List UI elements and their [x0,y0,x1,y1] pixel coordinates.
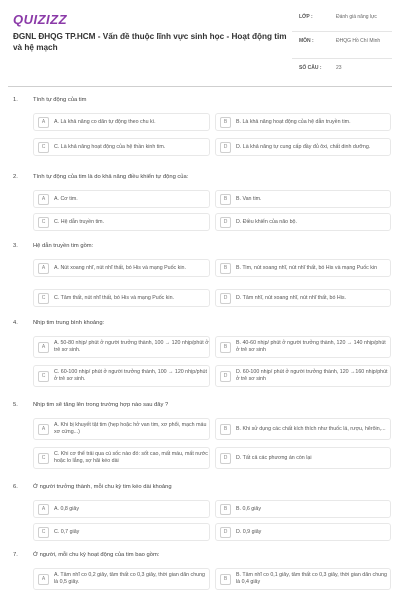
option-text: B. 40-60 nhịp/ phút ở người trưởng thành, 120 → 140 nhịp/phút ở trẻ sơ sinh [236,340,386,353]
meta-subject-value: ĐHQG Hồ Chí Minh [336,38,381,44]
option-a[interactable] [33,259,210,277]
meta-table [292,8,392,79]
meta-subject-label: MÔN : [299,38,314,44]
option-letter-badge: B [220,194,231,205]
option-b[interactable] [215,418,391,440]
option-text: B. Là khả năng hoạt động của hệ dẫn truyền tim. [236,118,351,125]
page-title: ĐGNL ĐHQG TP.HCM - Vấn đề thuộc lĩnh vực sinh học - Hoạt động tim và hệ mạch [13,32,287,52]
option-text: C. Tâm thất, nút nhĩ thất, bó His và mạng Puốc kin. [54,294,175,301]
option-c[interactable] [33,447,210,469]
option-d[interactable] [215,365,391,387]
option-d[interactable] [215,523,391,541]
question-number: 4. [13,320,18,326]
meta-row-count [292,59,392,79]
question-text: Hệ dẫn truyền tim gồm: [33,243,94,249]
option-a[interactable] [33,568,210,590]
option-text: B. Van tim. [236,195,262,202]
option-text: D. 60-100 nhịp/ phút ở người trưởng thành, 120 →160 nhịp/phút ở trẻ sơ sinh [236,369,388,382]
option-letter-badge: C [38,293,49,304]
option-text: D. Là khả năng tự cung cấp đầy đủ ôxi, chất dinh dưỡng. [236,143,371,150]
question-text: Nhịp tim sẽ tăng lên trong trường hợp nào sau đây ? [33,402,169,408]
option-b[interactable] [215,568,391,590]
option-text: B. Tim, nút xoang nhĩ, nút nhĩ thất, bó His và mạng Puốc kin [236,264,378,271]
question-text: Tính tự động của tim là do khả năng điều khiển tự động của: [33,174,189,180]
option-text: D. Điều khiển của não bộ. [236,218,297,225]
option-text: A. 50-80 nhịp/ phút ở người trưởng thành, 100 → 120 nhịp/phút ở trẻ sơ sinh. [54,340,209,353]
option-text: A. Là khả năng co dãn tự động theo chu kì. [54,118,156,125]
option-b[interactable] [215,113,391,131]
option-text: C. Là khả năng hoạt động của hệ thần kinh tim. [54,143,166,150]
option-b[interactable] [215,190,391,208]
option-b[interactable] [215,500,391,518]
meta-row-class [292,8,392,32]
option-letter-badge: B [220,574,231,585]
option-a[interactable] [33,113,210,131]
question-text: Ở người, mỗi chu kỳ hoạt động của tim bao gồm: [33,552,160,558]
question-number: 1. [13,97,18,103]
question-text: Tính tự động của tim [33,97,87,103]
meta-class-label: LỚP : [299,14,313,20]
option-text: D. Tất cả các phương án còn lại [236,454,312,461]
question-text: Nhịp tim trung bình khoảng: [33,320,105,326]
option-a[interactable] [33,190,210,208]
meta-count-label: SỐ CÂU : [299,65,322,71]
option-a[interactable] [33,336,210,358]
question-number: 7. [13,552,18,558]
option-c[interactable] [33,365,210,387]
option-letter-badge: A [38,117,49,128]
option-text: A. Khi bị khuyết tật tim (hẹp hoặc hở van tim, xơ phổi, mạch máu xơ cứng...) [54,422,207,435]
question-text: Ở người trưởng thành, mỗi chu kỳ tim kéo dài khoảng [33,484,172,490]
option-c[interactable] [33,213,210,231]
option-letter-badge: B [220,263,231,274]
option-letter-badge: D [220,293,231,304]
question-number: 2. [13,174,18,180]
option-d[interactable] [215,447,391,469]
option-c[interactable] [33,523,210,541]
option-text: A. 0,8 giây [54,505,80,512]
option-letter-badge: A [38,263,49,274]
option-letter-badge: D [220,142,231,153]
option-letter-badge: C [38,527,49,538]
option-d[interactable] [215,138,391,156]
quizizz-logo: QUIZIZZ [13,12,68,27]
option-text: B. Khi sử dụng các chất kích thích như thuốc lá, rượu, hêrôin,... [236,425,386,432]
option-letter-badge: A [38,574,49,585]
option-letter-badge: C [38,453,49,464]
meta-row-subject [292,32,392,59]
option-a[interactable] [33,500,210,518]
option-text: A. Cơ tim. [54,195,78,202]
question-number: 3. [13,243,18,249]
option-text: C. 60-100 nhịp/ phút ở người trưởng thành, 100 → 120 nhịp/phút ở trẻ sơ sinh. [54,369,207,382]
worksheet-header [0,0,400,84]
option-text: C. Khi cơ thể trải qua cú sốc nào đó: sốt cao, mất máu, mất nước hoặc lo lắng, sợ hãi kéo dài [54,451,208,464]
option-c[interactable] [33,289,210,307]
option-letter-badge: B [220,117,231,128]
option-text: D. 0,9 giây [236,528,262,535]
option-letter-badge: D [220,371,231,382]
meta-count-value: 23 [336,65,342,71]
option-letter-badge: B [220,424,231,435]
option-text: B. Tâm nhĩ co 0,1 giây, tâm thất co 0,3 giây, thời gian dãn chung là 0,4 giây [236,572,387,585]
meta-class-value: Đánh giá năng lực [336,14,377,20]
header-divider [8,86,392,87]
option-letter-badge: D [220,217,231,228]
option-c[interactable] [33,138,210,156]
option-text: C. Hệ dẫn truyền tim. [54,218,105,225]
option-letter-badge: D [220,453,231,464]
option-text: C. 0,7 giây [54,528,80,535]
option-d[interactable] [215,213,391,231]
option-letter-badge: C [38,142,49,153]
option-letter-badge: B [220,504,231,515]
option-d[interactable] [215,289,391,307]
option-letter-badge: D [220,527,231,538]
question-number: 6. [13,484,18,490]
question-number: 5. [13,402,18,408]
option-letter-badge: A [38,342,49,353]
option-a[interactable] [33,418,210,440]
option-letter-badge: C [38,217,49,228]
option-b[interactable] [215,336,391,358]
option-text: A. Tâm nhĩ co 0,2 giây, tâm thất co 0,3 giây, thời gian dãn chung là 0,5 giây. [54,572,205,585]
option-b[interactable] [215,259,391,277]
option-letter-badge: A [38,504,49,515]
option-text: A. Nút xoang nhĩ, nút nhĩ thất, bó His và mạng Puốc kin. [54,264,186,271]
option-letter-badge: C [38,371,49,382]
option-letter-badge: B [220,342,231,353]
option-text: D. Tâm nhĩ, nút xoang nhĩ, nút nhĩ thất, bó His. [236,294,347,301]
option-letter-badge: A [38,424,49,435]
option-text: B. 0,6 giây [236,505,262,512]
option-letter-badge: A [38,194,49,205]
